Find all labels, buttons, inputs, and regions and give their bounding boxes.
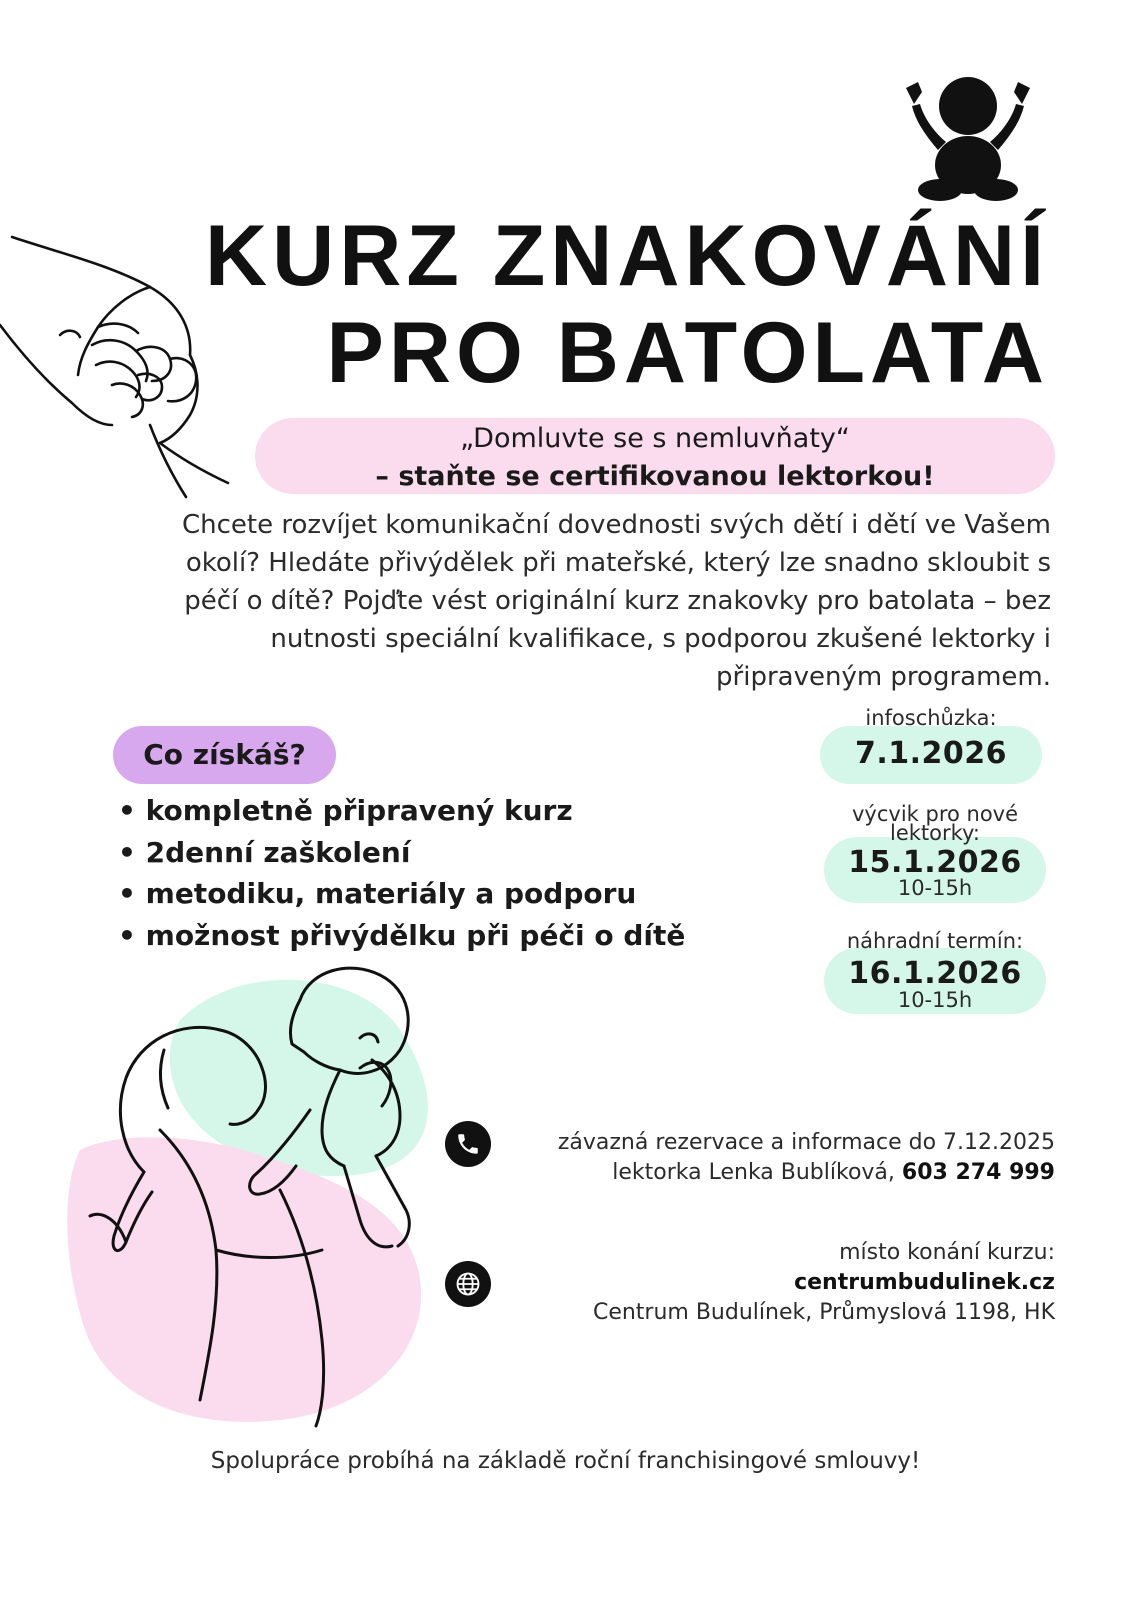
venue-address: Centrum Budulínek, Průmyslová 1198, HK xyxy=(592,1300,1055,1325)
benefits-heading: Co získáš? xyxy=(113,726,336,784)
training-date-label-2: lektorky: xyxy=(889,821,981,845)
backup-date-value: 16.1.2026 xyxy=(848,956,1022,991)
venue-label: místo konání kurzu: xyxy=(839,1240,1055,1265)
intro-paragraph xyxy=(111,506,1051,696)
intro-line: Chcete rozvíjet komunikační dovednosti svých dětí i dětí ve Vašem xyxy=(181,510,1051,540)
mother-baby-illustration xyxy=(60,960,460,1430)
training-date-label: výcvik pro nové xyxy=(851,802,1019,826)
page-title-line2: PRO BATOLATA xyxy=(326,305,1049,401)
benefits-list xyxy=(118,790,685,956)
footer-note: Spolupráce probíhá na základě roční franchisingové smlouvy! xyxy=(210,1448,921,1474)
tagline-cta: – staňte se certifikovanou lektorkou! xyxy=(375,461,935,492)
backup-date-label: náhradní termín: xyxy=(846,929,1024,953)
list-item: • kompletně připravený kurz xyxy=(118,794,573,827)
info-date-label: infoschůzka: xyxy=(865,706,997,730)
training-date-value: 15.1.2026 xyxy=(848,845,1022,880)
intro-line: péčí o dítě? Pojďte vést originální kurz znakovky pro batolata – bez xyxy=(184,586,1051,616)
phone-number[interactable]: 603 274 999 xyxy=(901,1160,1055,1185)
list-item: • 2denní zaškolení xyxy=(118,835,411,869)
intro-line: okolí? Hledáte přivýdělek při mateřské, který lze snadno skloubit s xyxy=(185,548,1051,578)
intro-line: připraveným programem. xyxy=(716,662,1051,692)
reservation-text: závazná rezervace a informace do 7.12.2025 xyxy=(557,1130,1055,1155)
list-item: • metodiku, materiály a podporu xyxy=(118,877,637,910)
intro-line: nutnosti speciální kvalifikace, s podporou zkušené lektorky i xyxy=(270,624,1051,654)
lector-name: lektorka Lenka Bublíková, xyxy=(612,1160,902,1185)
baby-silhouette-icon xyxy=(902,70,1034,204)
page-title-line1: KURZ ZNAKOVÁNÍ xyxy=(205,208,1049,304)
backup-time: 10-15h xyxy=(897,988,973,1012)
website-link[interactable]: centrumbudulinek.cz xyxy=(794,1270,1055,1295)
hands-illustration xyxy=(0,225,240,505)
lector-line xyxy=(612,1158,1055,1188)
tagline-quote: „Domluvte se s nemluvňaty“ xyxy=(460,423,850,454)
globe-icon xyxy=(445,1261,491,1307)
list-item: • možnost přivýdělku při péči o dítě xyxy=(118,918,686,952)
training-time: 10-15h xyxy=(897,876,973,900)
phone-icon xyxy=(445,1121,491,1167)
info-date-value: 7.1.2026 xyxy=(854,736,1008,771)
